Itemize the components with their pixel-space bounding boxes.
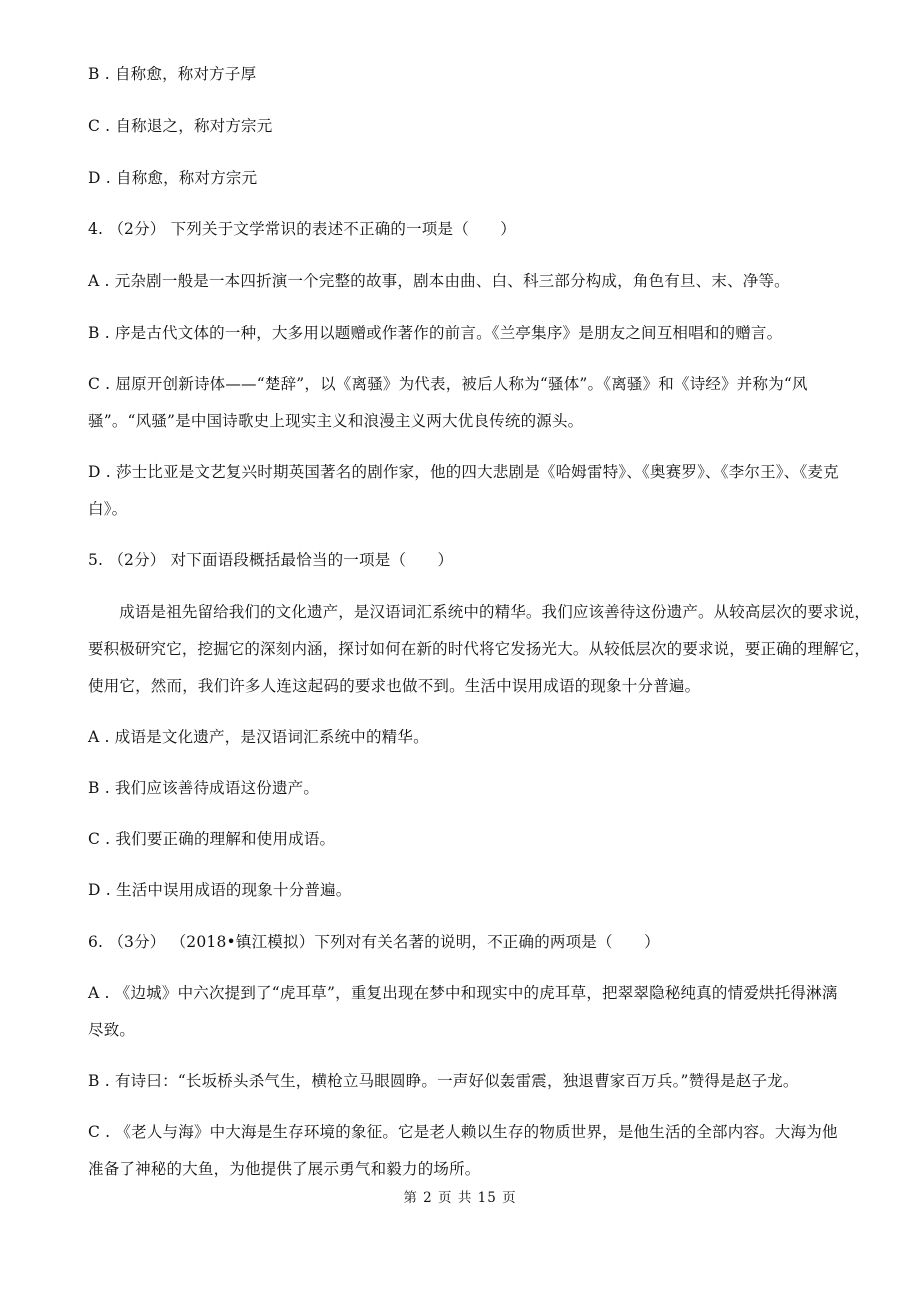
q4-option-b: B . 序是古代文体的一种，大多用以题赠或作著作的前言。《兰亭集序》是朋友之间互相唱和的赠言。 bbox=[88, 324, 783, 342]
q4-option-d-line2: 白》。 bbox=[88, 500, 128, 518]
q5-option-d: D . 生活中误用成语的现象十分普遍。 bbox=[88, 881, 352, 899]
q4-stem: 4. （2分） 下列关于文学常识的表述不正确的一项是（ ） bbox=[88, 220, 517, 238]
q6-option-a-line2: 尽致。 bbox=[88, 1021, 136, 1039]
q4-option-a: A . 元杂剧一般是一本四折演一个完整的故事，剧本由曲、白、科三部分构成，角色有旦、末、净等。 bbox=[88, 272, 790, 290]
q5-passage-line3: 使用它，然而，我们许多人连这起码的要求也做不到。生活中误用成语的现象十分普遍。 bbox=[88, 677, 701, 695]
q5-passage-line1: 成语是祖先留给我们的文化遗产，是汉语词汇系统中的精华。我们应该善待这份遗产。从较高层次的要求说， bbox=[88, 603, 871, 621]
q4-option-c-line2: 骚”。“风骚”是中国诗歌史上现实主义和浪漫主义两大优良传统的源头。 bbox=[88, 412, 584, 430]
q5-option-b: B . 我们应该善待成语这份遗产。 bbox=[88, 779, 320, 797]
q6-option-c-line1: C . 《老人与海》中大海是生存环境的象征。它是老人赖以生存的物质世界，是他生活的全部内容。大海为他 bbox=[88, 1123, 838, 1141]
q6-option-b: B . 有诗曰：“长坂桥头杀气生，横枪立马眼圆睁。一声好似轰雷震，独退曹家百万兵。”赞得是赵子龙。 bbox=[88, 1072, 799, 1090]
q4-option-d-line1: D . 莎士比亚是文艺复兴时期英国著名的剧作家，他的四大悲剧是《哈姆雷特》、《奥赛罗》、《李尔王》、《麦克 bbox=[88, 463, 839, 481]
q5-option-a: A . 成语是文化遗产，是汉语词汇系统中的精华。 bbox=[88, 728, 429, 746]
q6-option-a-line1: A . 《边城》中六次提到了“虎耳草”，重复出现在梦中和现实中的虎耳草，把翠翠隐秘纯真的情爱烘托得淋漓 bbox=[88, 984, 838, 1002]
q5-passage-line2: 要积极研究它，挖掘它的深刻内涵，探讨如何在新的时代将它发扬光大。从较低层次的要求说，要正确的理解它， bbox=[88, 640, 871, 658]
q5-option-c: C . 我们要正确的理解和使用成语。 bbox=[88, 830, 336, 848]
q6-stem: 6. （3分） （2018•镇江模拟）下列对有关名著的说明，不正确的两项是（ ） bbox=[88, 933, 660, 951]
q3-option-b: B . 自称愈，称对方子厚 bbox=[88, 65, 257, 83]
q3-option-c: C . 自称退之，称对方宗元 bbox=[88, 117, 273, 135]
q3-option-d: D . 自称愈，称对方宗元 bbox=[88, 169, 258, 187]
q6-option-c-line2: 准备了神秘的大鱼，为他提供了展示勇气和毅力的场所。 bbox=[88, 1160, 481, 1178]
q5-stem: 5. （2分） 对下面语段概括最恰当的一项是（ ） bbox=[88, 551, 454, 569]
page-footer: 第 2 页 共 15 页 bbox=[403, 1190, 517, 1206]
q4-option-c-line1: C . 屈原开创新诗体——“楚辞”，以《离骚》为代表，被后人称为“骚体”。《离骚》和《诗经》并称为“风 bbox=[88, 375, 808, 393]
